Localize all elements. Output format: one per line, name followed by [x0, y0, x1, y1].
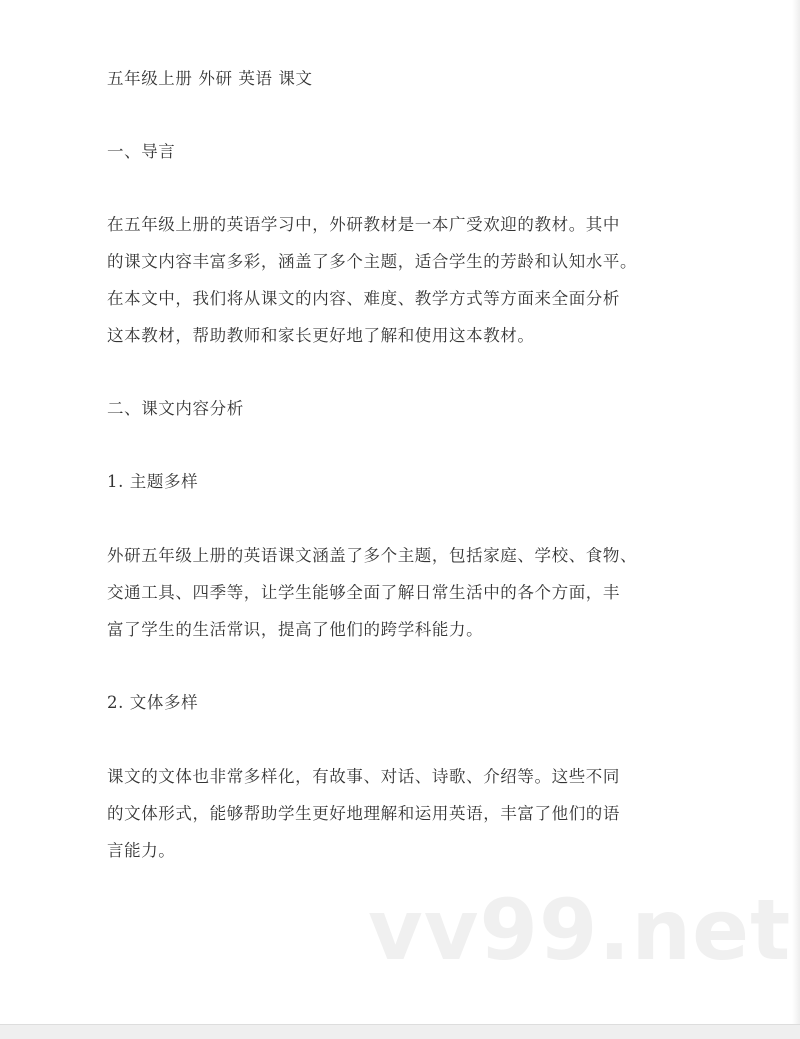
subsection-heading-diverse-styles: 2. 文体多样 — [107, 693, 199, 712]
section-heading-content-analysis: 二、课文内容分析 — [107, 399, 244, 418]
paragraph-line: 课文的文体也非常多样化，有故事、对话、诗歌、介绍等。这些不同 — [107, 767, 620, 786]
paragraph-line: 这本教材，帮助教师和家长更好地了解和使用这本教材。 — [107, 326, 535, 345]
watermark: vv99.net — [368, 881, 792, 979]
subsection-heading-diverse-themes: 1. 主题多样 — [107, 472, 199, 491]
page-edge-right — [792, 0, 800, 1039]
paragraph-line: 在本文中，我们将从课文的内容、难度、教学方式等方面来全面分析 — [107, 289, 620, 308]
paragraph-line: 交通工具、四季等，让学生能够全面了解日常生活中的各个方面，丰 — [107, 583, 620, 602]
paragraph-line: 的课文内容丰富多彩，涵盖了多个主题，适合学生的芳龄和认知水平。 — [107, 252, 638, 271]
paragraph-line: 言能力。 — [107, 841, 176, 860]
paragraph-line: 的文体形式，能够帮助学生更好地理解和运用英语，丰富了他们的语 — [107, 804, 620, 823]
page-edge-bottom — [0, 1024, 800, 1039]
section-heading-introduction: 一、导言 — [107, 142, 176, 161]
paragraph-line: 外研五年级上册的英语课文涵盖了多个主题，包括家庭、学校、食物、 — [107, 546, 638, 565]
document-title: 五年级上册 外研 英语 课文 — [107, 69, 313, 88]
paragraph-line: 富了学生的生活常识，提高了他们的跨学科能力。 — [107, 620, 484, 639]
paragraph-line: 在五年级上册的英语学习中，外研教材是一本广受欢迎的教材。其中 — [107, 215, 620, 234]
